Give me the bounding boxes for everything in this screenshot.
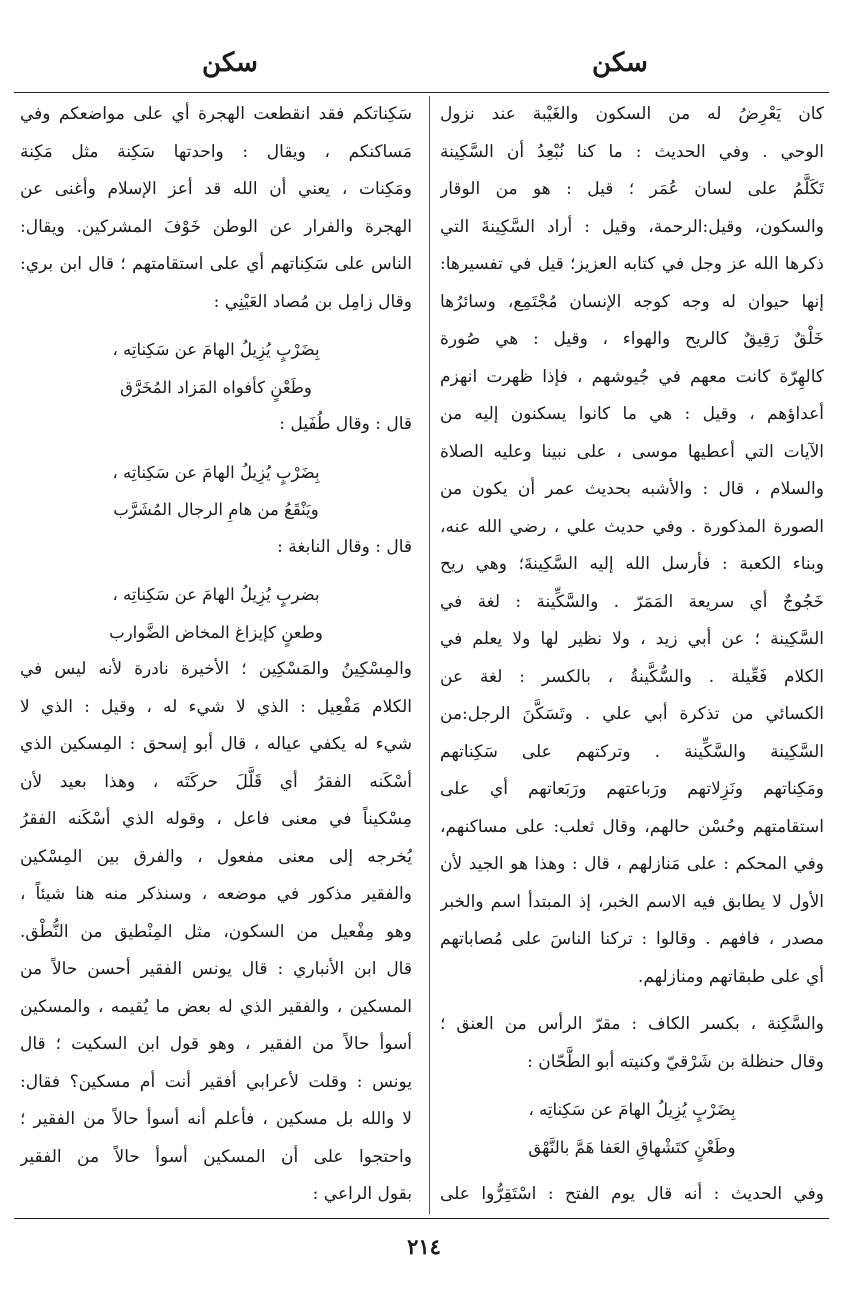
text-line: ومَكِناتهم ونَزِلاتهم ورَباعتهم ورَبَعاتهم أي على [440,779,824,799]
verse-line: وطَعْنٍ كتَشْهاقِ العَفا هَمَّ بالنَّهْق [528,1137,736,1157]
text-line: وبناء الكعبة : فأرسل الله إليه السَّكِينةَ؛ وهي ريح [440,554,824,574]
text-line: أي على طبقاتهم ومنازلهم. [637,966,824,987]
left-column [20,96,412,1214]
verse-line: وطَعْنٍ كأفواه المَزاد المُخَرَّق [120,377,312,397]
verse-line: بضربٍ يُزِيلُ الهامَ عن سَكِناتِه ، [112,585,320,604]
text-line: وقال حنظلة بن شَرْقيّ وكنيته أبو الطَّحّان : [527,1051,824,1072]
page-number: ٢١٤ [407,1234,441,1259]
text-line: الآيات التي أعطيها موسى ، على نبينا وعليه الصلاة [440,441,824,462]
text-line: المسكين ، والفقير الذي له بعض ما يُقيمه ، والمسكين [20,996,412,1017]
text-line: الكلام مَفْعِيل : الذي لا شيء له ، وقيل : الذي لا [20,696,412,717]
text-line: تَكَلَّمُ على لسان عُمَر ؛ قيل : هو من الوقار [440,179,824,199]
text-line: كان يَعْرِضُ له من السكون والغَيْبة عند نزول [440,104,824,124]
text-line: أسوأ حالاً من الفقير ، وهو قول ابن السكيت ؛ قال [20,1034,412,1054]
header-title-right: سكن [592,48,648,78]
header-title-left: سكن [202,48,258,78]
text-line: قال : وقال طُفَيل : [279,414,412,434]
text-line: خَلْقٌ رَقِيقٌ كالريح والهواء ، وقيل : هي صُورة [440,329,824,349]
column-divider [429,96,430,1214]
text-line: خَجُوجٌ أي سريعة المَمَرّ . والسَّكِّينة : لغة في [440,591,824,612]
text-line: شيء له يكفي عياله ، قال أبو إسحق : المِسكين الذي [20,734,412,754]
text-line: بقول الراعي : [312,1184,412,1204]
text-line: وقال زامِل بن مُصاد العَيْنِي : [213,291,412,312]
text-line: الصورة المذكورة . وفي حديث علي ، رضي الله عنه، [440,516,824,537]
text-line: إنها حيوان له وجه كوجه الإنسان مُجْتَمِع، وسائرُها [440,291,824,312]
text-line: الهجرة والفرار عن الوطن خَوْفَ المشركين. ويقال: [20,216,412,237]
text-line: والسكون، وقيل:الرحمة، وقيل : أراد السَّكِينةَ التي [440,216,824,237]
text-line: السَّكِينة والسَّكِّينة . وتركتهم على سَكِناتهم [440,741,824,762]
text-line: والسلام ، قال : والأشبه بحديث عمر أن يكون من [440,479,824,499]
text-line: يونس : وقلت لأعرابي أفقير أنت أم مسكين؟ فقال: [20,1071,412,1092]
verse-line: بِضَرْبٍ يُزِيلُ الهامَ عن سَكِناتِه ، [112,462,320,482]
text-line: السَّكِينة ؛ عن أبي زيد ، ولا نظير لها ولا يعلم في [440,629,824,649]
verse-line: بِضَرْبٍ يُزِيلُ الهامَ عن سَكِناتِه ، [528,1100,736,1119]
text-line: كالهِرّة كانت معهم في جُيوشهم ، فإذا ظهرت انهزم [440,366,824,387]
text-line: وفي الحديث : أنه قال يوم الفتح : اسْتَقِرُّوا على [440,1184,824,1204]
text-line: الكسائي من تذكرة أبي علي . وتَسَكَّنَ الرجل:من [440,704,824,724]
verse-line: ويَنْقَعُ من هامِ الرجال المُشَرَّب [113,500,319,519]
verse-line: بِضَرْبٍ يُزِيلُ الهامَ عن سَكِناتِه ، [112,340,320,359]
text-line: لا والله بل مسكين ، فأعلم أنه أسوأ حالاً من الفقير ؛ [20,1109,412,1129]
text-line: يُخرجه إلى معنى مفعول ، والفرق بين المِسْكين [20,846,412,867]
bottom-rule [14,1218,829,1219]
text-line: سَكِناتكم فقد انقطعت الهجرة أي على مواضعكم وفي [20,104,412,124]
text-line: الوحي . وفي الحديث : ما كنا نُبْعِدُ أن السَّكِينة [440,141,824,162]
text-line: والفقير مذكور في موضعه ، وسنذكر منه هنا شيئاً ، [20,884,412,904]
text-line: قال ابن الأنباري : قال يونس الفقير أحسن حالاً من [20,959,412,979]
text-line: قال : وقال النابغة : [277,536,412,557]
verse-line: وطعنٍ كإيزاغ المخاض الضَّوارب [109,622,323,642]
text-line: ومَكِنات ، يعني أن الله قد أعز الإسلام وأغنى عن [20,179,412,199]
text-line: مِسْكيناً في معنى فاعل ، وقوله الذي أسْكَنه الفقرُ [20,809,412,829]
text-line: واحتجوا على أن المسكين أسوأ حالاً من الفقير [20,1146,412,1167]
text-line: الأول لا يطابق فيه الاسم الخبر، إذ المبتدأ اسم والخبر [440,891,824,912]
text-line: الكلام فَعِّيلة . والسُّكَّينةُ ، بالكسر : لغة عن [440,666,824,687]
text-line: مَساكنكم ، ويقال : واحدتها سَكِنة مثل مَكِنة [20,141,412,162]
right-column [440,96,824,1214]
text-line: مصدر ، فافهم . وقالوا : تركنا الناسَ على مُصاباتهم [440,929,824,949]
text-line: ذكرها الله عز وجل في كتابه العزيز؛ قيل في تفسيرها: [440,254,824,274]
text-line: الناس على سَكِناتهم أي على استقامتهم ؛ قال ابن بري: [20,254,412,274]
text-line: وهو مِفْعيل من السكون، مثل المِنْطيق من النُّطْق. [20,921,412,942]
text-line: أسْكَنه الفقرُ أي قَلَّلَ حركَتَه ، وهذا بعيد لأن [20,771,412,792]
text-line: والسَّكِنة ، بكسر الكاف : مقرّ الرأس من العنق ؛ [440,1014,824,1034]
top-rule [14,92,829,93]
text-line: استقامتهم وحُسْن حالهم، وقال ثعلب: على مساكنهم، [440,816,824,837]
text-line: والمِسْكِينُ والمَسْكِين ؛ الأخيرة نادرة لأنه ليس في [20,659,412,679]
text-line: وفي المحكم : على مَنازلهم ، قال : وهذا هو الجيد لأن [440,854,824,874]
text-line: أعداؤهم ، وقيل : هي ما كانوا يسكنون إليه من [440,404,824,424]
